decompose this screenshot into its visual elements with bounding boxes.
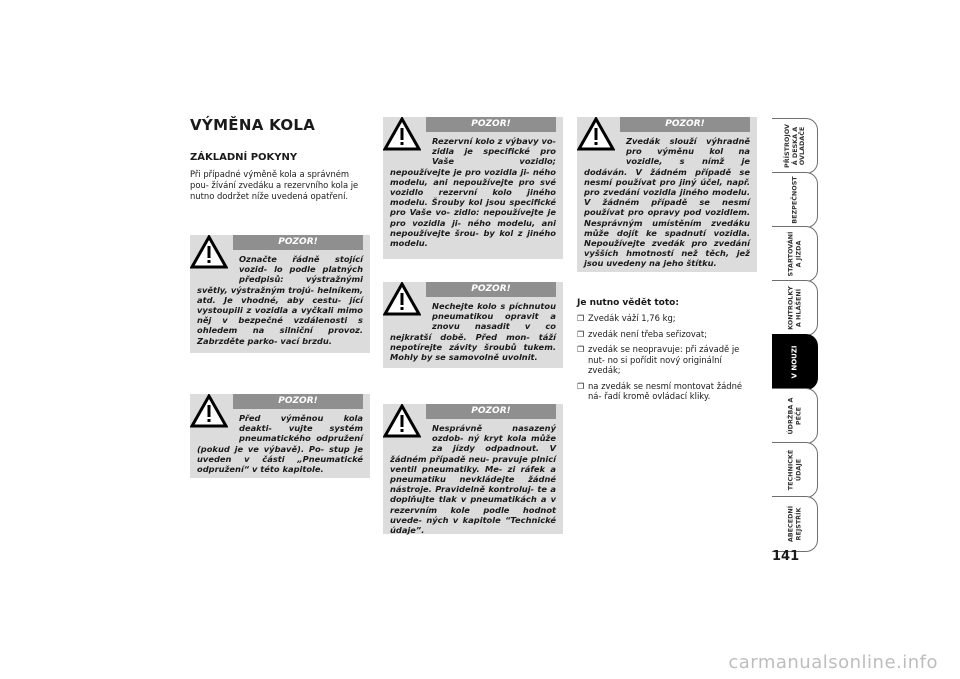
warning-box-1 xyxy=(190,235,370,353)
list-item: ❐ zvedák se neopravuje: při závadě je nut- no si pořídit nový originální zvedák; xyxy=(577,344,740,375)
warning-triangle-icon xyxy=(383,404,421,438)
intro-paragraph: Při případné výměně kola a správném pou- žívání zvedáku a rezervního kola je nutno dodržet níže uvedená opatření. xyxy=(190,169,359,201)
page-title: VÝMĚNA KOLA xyxy=(190,116,316,134)
warning-text-4: Nechejte kolo s píchnutou pneumatikou opravit a znovu nasadit v co nejkratší době. Před mon- táží nepotírejte závity šroubů tukem. Mohly by se samovolně uvolnit. xyxy=(390,301,556,363)
checkbox-bullet-icon: ❐ xyxy=(577,345,585,354)
list-item: ❐ zvedák není třeba seřizovat; xyxy=(577,328,708,339)
section-subtitle: ZÁKLADNÍ POKYNY xyxy=(190,152,298,163)
warning-triangle-icon xyxy=(190,394,228,428)
warning-text-5: Nesprávně nasazený ozdob- ný kryt kola může za jízdy odpadnout. V žádném případě neu- pravuje plnicí ventil pneumatiky. Me- zi ráfek a pneumatiku nevkládejte žádné nástroje. Pravidelně kontroluj- te a doplňujte tlak v pneumatikách a v rezervním kole podle hodnot uvede- ných v kapitole “Technické údaje”. xyxy=(390,423,556,536)
warning-label: POZOR! xyxy=(233,235,363,250)
tab-abecedni-rejstrik[interactable]: ABECEDNÍ REJSTŘÍK xyxy=(772,496,818,552)
warning-triangle-icon xyxy=(383,117,421,151)
warning-box-5 xyxy=(383,404,563,534)
checkbox-bullet-icon: ❐ xyxy=(577,329,585,339)
checkbox-bullet-icon: ❐ xyxy=(577,381,585,391)
watermark: carmanualsonline.info xyxy=(728,652,938,673)
warning-label: POZOR! xyxy=(233,394,363,409)
warning-label: POZOR! xyxy=(426,404,556,419)
warning-text-1: Označte řádně stojící vozid- lo podle platných předpisů: výstražnými světly, výstražným trojú- helníkem, atd. Je vhodné, aby cestu- jící vystoupili z vozidla a vyčkali mimo něj v bezpečné vzdálenosti s ohledem na silniční provoz. Zabrzděte parko- vací brzdu. xyxy=(197,254,363,346)
tab-bezpecnost[interactable]: BEZPEČNOST xyxy=(772,172,818,228)
warning-triangle-icon xyxy=(190,235,228,269)
checkbox-bullet-icon: ❐ xyxy=(577,314,585,323)
list-item: ❐ na zvedák se nesmí montovat žádné ná- řadí kromě ovládací kliky. xyxy=(577,380,743,401)
list-item: ❐ Zvedák váží 1,76 kg; xyxy=(577,313,676,323)
page-number: 141 xyxy=(772,549,800,564)
warning-label: POZOR! xyxy=(620,117,750,132)
tab-udrzba[interactable]: ÚDRŽBA A PÉČE xyxy=(772,388,818,444)
tab-technicke-udaje[interactable]: TECHNICKÉ ÚDAJE xyxy=(772,442,818,498)
warning-box-4 xyxy=(383,282,563,368)
warning-box-6 xyxy=(577,117,757,272)
warning-text-2: Před výměnou kola deakti- vujte systém pneumatického odpružení (pokud je ve výbavě). Po- stup je uveden v části „Pneumatické odpružení“ v této kapitole. xyxy=(197,413,363,475)
warning-triangle-icon xyxy=(383,282,421,316)
tab-startovani[interactable]: STARTOVÁNÍ A JÍZDA xyxy=(772,226,818,282)
warning-triangle-icon xyxy=(577,117,615,151)
list-heading: Je nutno vědět toto: xyxy=(577,298,679,308)
tab-v-nouzi[interactable]: V NOUZI xyxy=(772,334,818,390)
warning-text-6: Zvedák slouží výhradně pro výměnu kol na vozidle, s nímž je dodáván. V žádném případě se nesmí používat pro jiný účel, např. pro zvedání vozidla jiného modelu. V žádném případě se nesmí používat pro opravy pod vozidlem. Nesprávným umístěním zvedáku může dojít ke spadnutí vozidla. Nepoužívejte zvedák pro zvedání vyšších hmotností než těch, jež jsou uvedeny na jeho štítku. xyxy=(584,136,750,269)
warning-box-3 xyxy=(383,117,563,259)
warning-label: POZOR! xyxy=(426,282,556,297)
warning-box-2 xyxy=(190,394,370,478)
info-list xyxy=(577,313,757,407)
tab-kontrolky[interactable]: KONTROLKY A HLÁŠENÍ xyxy=(772,280,818,336)
warning-label: POZOR! xyxy=(426,117,556,132)
warning-text-3: Rezervní kolo z výbavy vo- zidla je specifické pro Vaše vozidlo; nepoužívejte je pro vozidla ji- ného modelu, ani nepoužívejte pro své vozidlo rezervní kolo jiného modelu. Šrouby kol jsou specifické pro Vaše vo- zidlo: nepoužívejte je pro vozidla ji- ného modelu, ani nepoužívejte šrou- by kol z jiného modelu. xyxy=(390,136,556,249)
tab-pristrojova-deska[interactable]: PŘÍSTROJOV Á DESKA A OVLADAČE xyxy=(772,118,818,174)
